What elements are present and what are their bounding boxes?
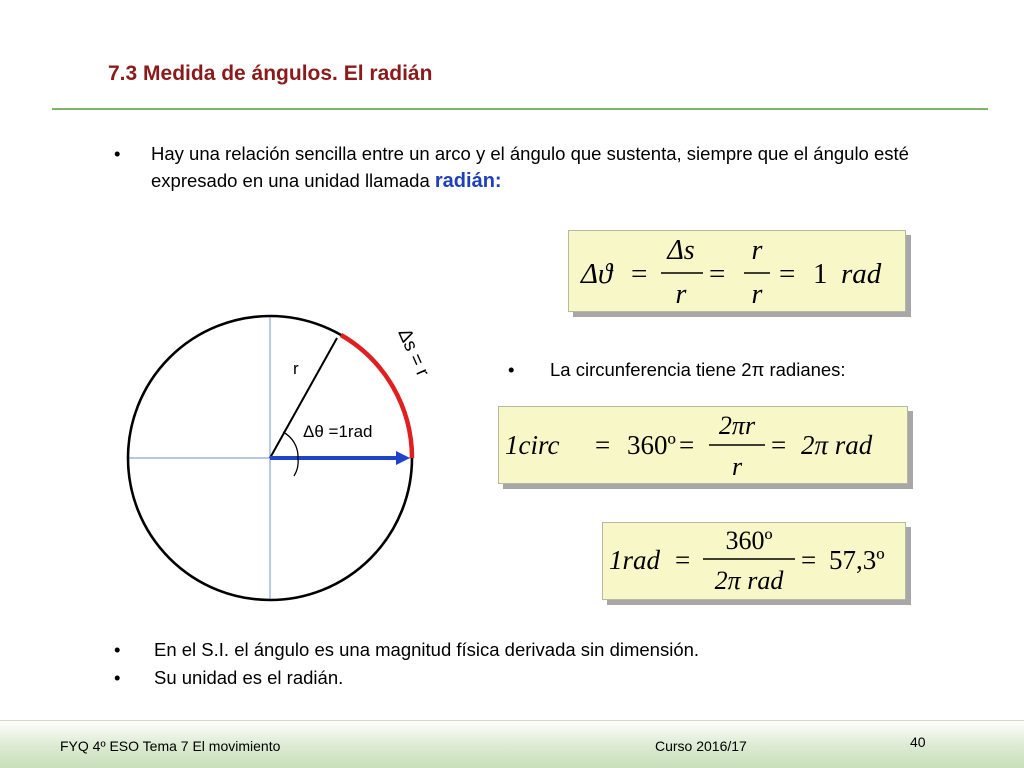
bullet-circumference: [508, 356, 928, 386]
bullet-text: La circunferencia tiene 2π radianes:: [550, 359, 846, 380]
formula3-rhs: 57,3º: [829, 545, 885, 575]
formula3-eq2: =: [801, 545, 817, 575]
footer-course-topic: FYQ 4º ESO Tema 7 El movimiento: [60, 738, 281, 754]
arrow-head-icon: [396, 451, 410, 465]
formula2-rhs: 2π rad: [801, 430, 873, 460]
angle-label: Δθ =1rad: [303, 422, 373, 441]
formula3-frac-num: 360º: [725, 526, 773, 555]
angle-arc: [283, 432, 298, 476]
formula1-frac2-num: r: [751, 235, 763, 266]
formula1-lhs: Δϑ: [581, 258, 613, 290]
formula-radian-definition: [568, 230, 906, 312]
bullet-si-dimension: [114, 636, 874, 666]
formula1-rhs-value: 1: [813, 258, 828, 290]
formula1-eq1: =: [631, 258, 648, 290]
bullet-marker: •: [508, 359, 515, 380]
formula1-frac2-den: r: [751, 279, 763, 310]
bullet-text: Su unidad es el radián.: [154, 667, 344, 688]
formula-radian-degrees: [602, 522, 906, 600]
formula1-eq3: =: [779, 258, 796, 290]
bullet-radian-definition: [114, 140, 914, 200]
keyword-radian: radián:: [434, 170, 502, 192]
radian-diagram: [100, 290, 480, 620]
formula-circumference: [498, 406, 908, 484]
formula1-frac1-den: r: [675, 279, 687, 310]
arc-label: Δs = r: [393, 325, 434, 380]
bullet-marker: •: [114, 667, 121, 688]
formula3-eq1: =: [675, 545, 691, 575]
bullet-marker: •: [114, 143, 121, 164]
formula2-eq1: =: [595, 430, 611, 460]
formula2-frac-den: r: [731, 452, 743, 481]
formula3-frac-den: 2π rad: [714, 566, 784, 595]
bullet-si-unit: [114, 664, 874, 694]
page-number: 40: [910, 734, 926, 750]
bullet-text: En el S.I. el ángulo es una magnitud física derivada sin dimensión.: [154, 639, 700, 660]
slide-title: 7.3 Medida de ángulos. El radián: [108, 62, 433, 85]
formula2-eq3: =: [771, 430, 787, 460]
formula1-frac1-num: Δs: [667, 235, 695, 266]
formula2-mid: 360º: [627, 430, 676, 460]
footer-divider: [0, 720, 1024, 721]
title-divider: [52, 108, 988, 110]
formula1-rhs-unit: rad: [841, 258, 882, 290]
bullet-text: [151, 140, 911, 195]
bullet-marker: •: [114, 639, 121, 660]
bullet-text-body: Hay una relación sencilla entre un arco y el ángulo que sustenta, siempre que el ángulo esté expresado en una unidad llamada: [151, 143, 909, 191]
footer-school-year: Curso 2016/17: [655, 738, 747, 754]
formula2-lhs: 1circ: [505, 430, 560, 460]
formula3-lhs: 1rad: [609, 545, 661, 575]
formula1-eq2: =: [709, 258, 726, 290]
radius-label: r: [293, 359, 299, 378]
formula2-frac-num: 2πr: [718, 411, 756, 440]
formula2-eq2: =: [679, 430, 695, 460]
